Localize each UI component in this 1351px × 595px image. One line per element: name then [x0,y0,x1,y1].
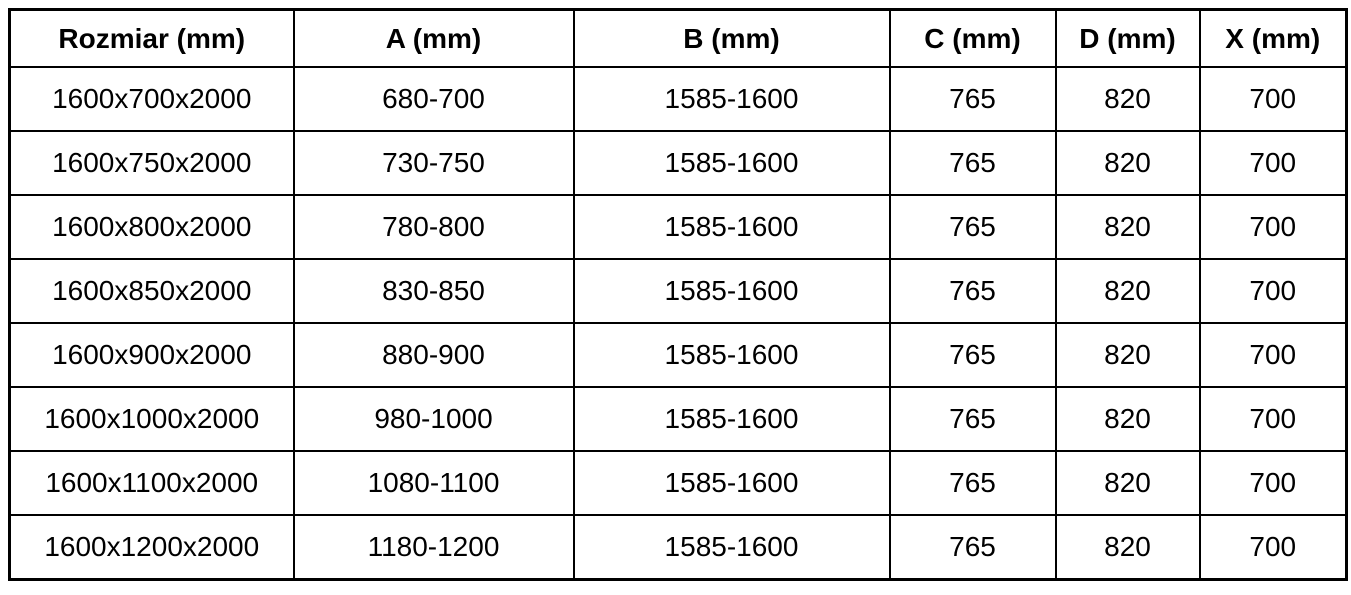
cell-b: 1585-1600 [574,259,890,323]
cell-d: 820 [1056,451,1200,515]
cell-a: 780-800 [294,195,574,259]
cell-b: 1585-1600 [574,131,890,195]
table-row [10,515,1347,580]
cell-b: 1585-1600 [574,195,890,259]
cell-rozmiar: 1600x1000x2000 [10,387,294,451]
cell-d: 820 [1056,387,1200,451]
cell-c: 765 [890,195,1056,259]
table-row [10,451,1347,515]
table-row [10,195,1347,259]
cell-d: 820 [1056,67,1200,131]
cell-x: 700 [1200,195,1347,259]
cell-x: 700 [1200,387,1347,451]
cell-c: 765 [890,259,1056,323]
table-row [10,67,1347,131]
table-row [10,387,1347,451]
cell-a: 830-850 [294,259,574,323]
cell-b: 1585-1600 [574,323,890,387]
cell-a: 980-1000 [294,387,574,451]
cell-x: 700 [1200,131,1347,195]
cell-c: 765 [890,323,1056,387]
cell-a: 730-750 [294,131,574,195]
cell-x: 700 [1200,323,1347,387]
cell-b: 1585-1600 [574,387,890,451]
cell-b: 1585-1600 [574,515,890,580]
cell-c: 765 [890,131,1056,195]
cell-x: 700 [1200,259,1347,323]
cell-d: 820 [1056,195,1200,259]
cell-x: 700 [1200,515,1347,580]
cell-rozmiar: 1600x1200x2000 [10,515,294,580]
cell-rozmiar: 1600x850x2000 [10,259,294,323]
cell-a: 880-900 [294,323,574,387]
cell-a: 1080-1100 [294,451,574,515]
cell-d: 820 [1056,515,1200,580]
header-row [10,10,1347,68]
header-cell-c: C (mm) [890,10,1056,68]
cell-b: 1585-1600 [574,451,890,515]
header-cell-b: B (mm) [574,10,890,68]
cell-c: 765 [890,515,1056,580]
cell-d: 820 [1056,131,1200,195]
header-cell-a: A (mm) [294,10,574,68]
header-cell-x: X (mm) [1200,10,1347,68]
header-cell-d: D (mm) [1056,10,1200,68]
size-spec-table [8,8,1348,581]
cell-a: 680-700 [294,67,574,131]
cell-rozmiar: 1600x900x2000 [10,323,294,387]
cell-c: 765 [890,67,1056,131]
cell-d: 820 [1056,259,1200,323]
cell-a: 1180-1200 [294,515,574,580]
cell-rozmiar: 1600x800x2000 [10,195,294,259]
cell-rozmiar: 1600x700x2000 [10,67,294,131]
cell-c: 765 [890,451,1056,515]
cell-rozmiar: 1600x1100x2000 [10,451,294,515]
cell-x: 700 [1200,451,1347,515]
cell-x: 700 [1200,67,1347,131]
cell-c: 765 [890,387,1056,451]
table-row [10,131,1347,195]
table-row [10,323,1347,387]
table-row [10,259,1347,323]
cell-rozmiar: 1600x750x2000 [10,131,294,195]
cell-d: 820 [1056,323,1200,387]
cell-b: 1585-1600 [574,67,890,131]
header-cell-rozmiar: Rozmiar (mm) [10,10,294,68]
